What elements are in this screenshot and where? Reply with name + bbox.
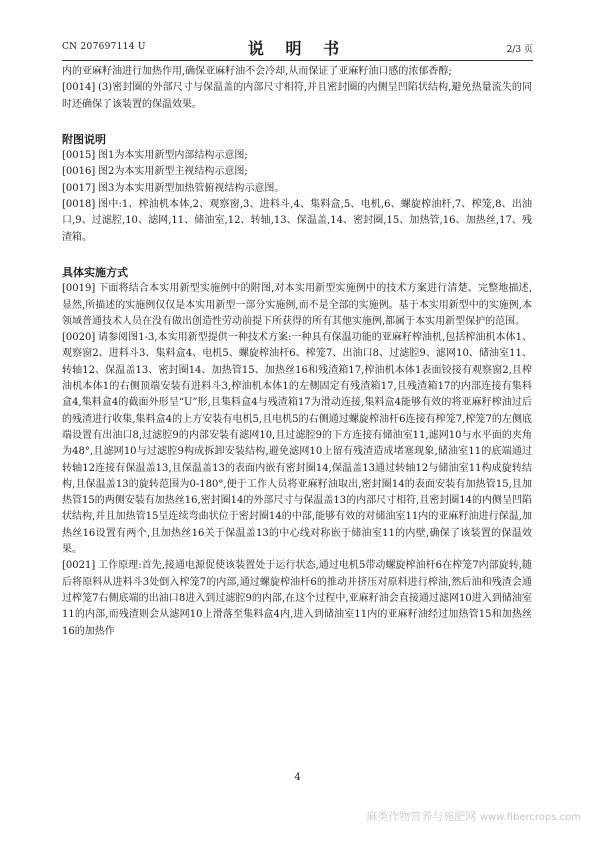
- watermark-url: www.fibercrops.com: [479, 812, 581, 823]
- paragraph-text: 图中:1、榨油机本体,2、观察窗,3、进料斗,4、集料盒,5、电机,6、螺旋榨油杆,7、榨笼,8、出油口,9、过滤腔,10、滤网,11、储油室,12、转轴,13、保温盖,14、密封圈,15、加热管,16、加热丝,17、残渣箱。: [62, 199, 532, 243]
- patent-number: CN 207697114 U: [62, 42, 146, 52]
- paragraph-number: [0021]: [62, 560, 96, 572]
- header-divider: [62, 60, 533, 61]
- paragraph-text: 图3为本实用新型加热管俯视结构示意图。: [98, 182, 285, 194]
- page-indicator: 2/3 页: [506, 45, 533, 55]
- paragraph-text: 请参阅图1-3,本实用新型提供一种技术方案:一种具有保温功能的亚麻籽榨油机,包括榨油机本体1、观察窗2、进料斗3、集料盒4、电机5、螺旋榨油杆6、榨笼7、出油口8、过滤腔9、滤网10、储油室11、转轴12、保温盖13、密封圈14、加热管15、加热丝16和残渣箱17,榨油机本体1表面铰接有观察窗2,且榨油机本体1的右侧顶端安装有进料斗3,榨油机本体1的左侧固定有残渣箱17,且残渣箱17的内部连接有集料盒4,集料盒4的截面外形呈“U”形,且集料盒4与残渣箱17为滑动连接,集料盒4能够有效的将亚麻籽榨油过后的残渣进行收集,集料盒4的上方安装有电机5,且电机5的右侧通过螺旋榨油杆6连接有榨笼7,榨笼7的左侧底端设置有出油口8,过滤腔9的内部安装有滤网10,且过滤腔9的下方连接有储油室11,滤网10与水平面的夹角为48°,且滤网10与过滤腔9构成拆卸安装结构,避免滤网10上留有残渣造成堵塞现象,储油室11的底端通过转轴12连接有保温盖13,且保温盖13的表面内嵌有密封圈14,保温盖13通过转轴12与储油室11构成旋转结构,且保温盖13的旋转范围为0-180°,便于工作人员将亚麻籽油取出,密封圈14的表面安装有加热管15,且加热管15的两侧安装有加热丝16,密封圈14的外部尺寸与保温盖13的内部尺寸相符,且密封圈14的内侧呈凹陷状结构,并且加热管15呈连续弯曲状位于密封圈14的中部,能够有效的对储油室11内的亚麻籽油进行保温,加热丝16设置有两个,且加热丝16关于保温盖13的中心线对称嵌于储油室11的内壁,确保了该装置的保温效果。: [62, 332, 532, 556]
- page-header: [62, 36, 533, 58]
- paragraph-0018: [62, 197, 532, 246]
- paragraph-text: 图1为本实用新型内部结构示意图;: [98, 150, 248, 162]
- paragraph-number: [0015]: [62, 150, 96, 162]
- paragraph-0019: [62, 281, 532, 330]
- paragraph-number: [0018]: [62, 199, 96, 211]
- page-number: 4: [294, 772, 301, 783]
- paragraph-number: [0014]: [62, 82, 96, 94]
- paragraph-number: [0019]: [62, 283, 96, 295]
- paragraph-0016: [62, 164, 532, 180]
- document-body: [62, 64, 532, 640]
- document-title: 说 明 书: [247, 39, 348, 58]
- watermark-title: 麻类作物营养与施肥网: [366, 810, 477, 823]
- paragraph-0014: [62, 80, 532, 113]
- paragraph-text: 下面将结合本实用新型实施例中的附图,对本实用新型实施例中的技术方案进行清楚、完整地描述,显然,所描述的实施例仅仅是本实用新型一部分实施例,而不是全部的实施例。基于本实用新型中的实施例,本领域普通技术人员在没有做出创造性劳动前提下所获得的所有其他实施例,都属于本实用新型保护的范围。: [62, 283, 532, 327]
- paragraph-0021: [62, 558, 532, 639]
- paragraph-0015: [62, 148, 532, 164]
- paragraph-text: 工作原理:首先,接通电源促使该装置处于运行状态,通过电机5带动螺旋榨油杆6在榨笼7内部旋转,随后将原料从进料斗3处倒入榨笼7的内部,通过螺旋榨油杆6的推动并挤压对原料进行榨油,然后油和残渣会通过榨笼7右侧底端的出油口8进入到过滤腔9的内部,在这个过程中,亚麻籽油会直接通过滤网10进入到储油室11的内部,而残渣则会从滤网10上滑落至集料盒4内,进入到储油室11内的亚麻籽油经过加热管15和加热丝16的加热作: [62, 560, 532, 637]
- paragraph-text: (3)密封圈的外部尺寸与保温盖的内部尺寸相符,并且密封圈的内侧呈凹陷状结构,避免热量流失的同时还确保了该装置的保温效果。: [62, 82, 532, 110]
- paragraph-0020: [62, 330, 532, 558]
- section-heading-figures: 附图说明: [62, 132, 106, 146]
- continuation-text: 内的亚麻籽油进行加热作用,确保亚麻籽油不会冷却,从而保证了亚麻籽油口感的浓郁香醇;: [62, 66, 452, 77]
- section-heading-implementation: 具体实施方式: [62, 265, 128, 279]
- paragraph-0017: [62, 181, 532, 197]
- paragraph-text: 图2为本实用新型主视结构示意图;: [98, 166, 248, 178]
- paragraph-number: [0017]: [62, 182, 96, 194]
- paragraph-number: [0016]: [62, 166, 96, 178]
- paragraph-number: [0020]: [62, 332, 96, 344]
- watermark: [366, 808, 581, 824]
